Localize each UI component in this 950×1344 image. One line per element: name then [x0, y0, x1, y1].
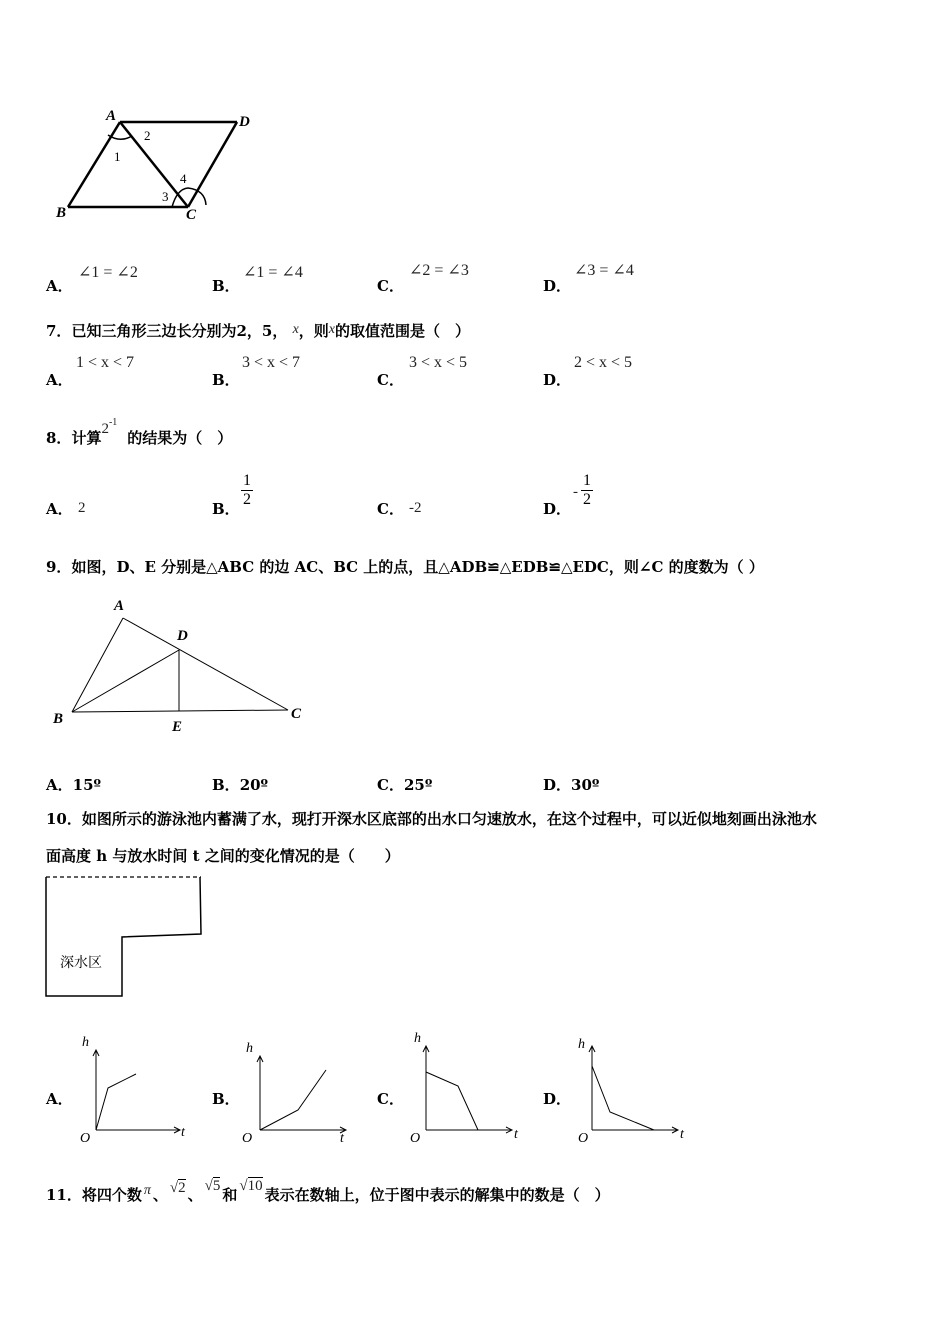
graph-c	[402, 1030, 527, 1148]
q7-option-a-text: 1 < x < 7	[76, 354, 135, 371]
q6-option-a-letter[interactable]: A．	[46, 277, 73, 295]
q11-sqrt10: √10	[239, 1178, 263, 1194]
q6-option-b-letter[interactable]: B．	[212, 277, 240, 295]
q8-option-b-letter[interactable]: B．	[212, 500, 240, 518]
fraction-denominator: 2	[243, 491, 251, 508]
q8-option-d-sign: -	[573, 484, 578, 500]
q11-radicand-5: 5	[212, 1178, 221, 1194]
label-b: B	[56, 205, 67, 221]
q8-text-b: 的结果为（ ）	[127, 429, 233, 447]
h-label: h	[82, 1035, 89, 1050]
h-label: h	[578, 1037, 585, 1052]
q8-base: 2	[101, 421, 109, 437]
pool-outline	[46, 877, 201, 996]
t-label: t	[181, 1125, 185, 1140]
label-a: A	[114, 598, 125, 614]
q7-option-c-letter[interactable]: C．	[377, 371, 404, 389]
q9-option-d[interactable]	[543, 774, 599, 795]
q8-option-d-letter[interactable]: D．	[543, 500, 572, 518]
q11-sep1: 、	[152, 1186, 168, 1204]
q6-option-c-text: ∠2 = ∠3	[409, 262, 469, 279]
label-c: C	[291, 706, 302, 722]
q9-option-b[interactable]	[212, 774, 268, 795]
q7-option-b-text: 3 < x < 7	[242, 354, 301, 371]
side-ab	[68, 122, 120, 207]
q9-option-a-text: 15º	[72, 776, 102, 794]
side-dc	[188, 122, 237, 207]
graph-d	[568, 1030, 693, 1148]
q6-option-c-letter[interactable]: C．	[377, 277, 404, 295]
q9-option-d-text: 30º	[571, 776, 600, 794]
q8-text-a: 计算	[71, 429, 102, 447]
graph-b	[236, 1040, 361, 1148]
q9-option-a[interactable]	[46, 774, 101, 795]
q7-text-b: ，则	[298, 322, 329, 340]
q6-option-a-text: ∠1 = ∠2	[78, 264, 138, 281]
q11-text-b: 表示在数轴上，位于图中表示的解集中的数是（ ）	[264, 1186, 610, 1204]
angle-label-4: 4	[180, 171, 187, 186]
q10-line1: 如图所示的游泳池内蓄满了水，现打开深水区底部的出水口匀速放水，在这个过程中，可以近似地刻画出泳池水	[81, 810, 817, 828]
origin-label: O	[578, 1131, 589, 1146]
origin-label: O	[410, 1131, 421, 1146]
q8-option-d-fraction	[581, 472, 593, 509]
q7-var-x-2: x	[328, 322, 336, 337]
q9-text: 如图，D、E 分别是△ABC 的边 AC、BC 上的点，且△ADB≌△EDB≌△EDC，则∠C 的度数为（ ）	[71, 558, 764, 576]
q7-option-a-letter[interactable]: A．	[46, 371, 73, 389]
q8-option-c-text: -2	[409, 500, 422, 516]
q9-option-c[interactable]	[377, 774, 432, 795]
t-label: t	[514, 1127, 518, 1142]
q10-option-c-letter[interactable]: C．	[377, 1090, 404, 1108]
angle-label-3: 3	[162, 189, 169, 204]
q8-option-a-text: 2	[78, 500, 86, 516]
q7-var-x: x	[292, 322, 299, 337]
graph-line	[260, 1070, 326, 1130]
graph-line	[592, 1066, 654, 1130]
segment-bd	[72, 650, 179, 712]
graph-line	[96, 1074, 136, 1130]
q8-option-c-letter[interactable]: C．	[377, 500, 404, 518]
q9-option-b-text: 20º	[239, 776, 269, 794]
q9-option-a-letter: A．	[46, 776, 73, 794]
pool-figure	[42, 872, 212, 1002]
q10-number: 10．	[46, 810, 82, 828]
q9-number: 9．	[46, 558, 72, 576]
label-d: D	[239, 114, 250, 130]
parallelogram-figure	[40, 95, 270, 230]
label-e: E	[172, 719, 183, 735]
q10-stem-line1	[46, 808, 817, 829]
side-ab	[72, 618, 123, 712]
q10-option-b-letter[interactable]: B．	[212, 1090, 240, 1108]
q7-text-a: 已知三角形三边长分别为2，5，	[71, 322, 288, 340]
q7-option-d-letter[interactable]: D．	[543, 371, 572, 389]
angle-label-1: 1	[114, 149, 121, 164]
deep-water-label: 深水区	[60, 955, 102, 971]
q7-option-b-letter[interactable]: B．	[212, 371, 240, 389]
t-label: t	[340, 1131, 344, 1146]
q11-sqrt2: √2	[169, 1180, 186, 1196]
q9-option-c-letter: C．	[377, 776, 404, 794]
q11-sqrt5: √5	[204, 1178, 221, 1194]
q8-stem	[46, 417, 233, 448]
fraction-numerator: 1	[583, 472, 591, 489]
q9-option-b-letter: B．	[212, 776, 240, 794]
q6-option-b-text: ∠1 = ∠4	[243, 264, 303, 281]
q9-option-d-letter: D．	[543, 776, 572, 794]
q10-option-d-letter[interactable]: D．	[543, 1090, 572, 1108]
fraction-numerator: 1	[243, 472, 251, 489]
h-label: h	[246, 1041, 253, 1056]
q11-and: 和	[222, 1186, 238, 1204]
q11-sep2: 、	[187, 1186, 203, 1204]
triangle-figure	[45, 595, 315, 740]
q11-number: 11．	[46, 1186, 82, 1204]
q7-text-c: 的取值范围是（ ）	[335, 322, 471, 340]
q8-number: 8．	[46, 429, 72, 447]
q10-option-a-letter[interactable]: A．	[46, 1090, 73, 1108]
q9-stem	[46, 556, 764, 577]
angle-label-2: 2	[144, 128, 151, 143]
graph-a	[72, 1030, 197, 1148]
origin-label: O	[80, 1131, 91, 1146]
origin-label: O	[242, 1131, 253, 1146]
q8-option-a-letter[interactable]: A．	[46, 500, 73, 518]
q11-stem	[46, 1178, 610, 1205]
q11-radicand-10: 10	[247, 1178, 263, 1194]
q7-option-d-text: 2 < x < 5	[574, 354, 633, 371]
side-bc	[72, 710, 288, 712]
q7-option-c-text: 3 < x < 5	[409, 354, 468, 371]
q11-radicand-2: 2	[178, 1180, 186, 1196]
q7-number: 7．	[46, 322, 72, 340]
q8-exponent: -1	[108, 417, 118, 428]
q11-pi: π	[143, 1183, 151, 1198]
q11-text-a: 将四个数	[81, 1186, 142, 1204]
label-c: C	[186, 207, 197, 223]
label-d: D	[177, 628, 188, 644]
q8-option-b-fraction	[241, 472, 253, 509]
h-label: h	[414, 1031, 421, 1046]
label-a: A	[106, 108, 117, 124]
t-label: t	[680, 1127, 684, 1142]
fraction-denominator: 2	[583, 491, 591, 508]
q6-option-d-letter[interactable]: D．	[543, 277, 572, 295]
q7-stem	[46, 320, 470, 341]
q10-line2: 面高度 h 与放水时间 t 之间的变化情况的是（ ）	[46, 847, 400, 865]
label-b: B	[53, 711, 64, 727]
q9-option-c-text: 25º	[403, 776, 433, 794]
graph-line	[426, 1072, 478, 1130]
q6-option-d-text: ∠3 = ∠4	[574, 262, 634, 279]
side-ac	[123, 618, 288, 710]
